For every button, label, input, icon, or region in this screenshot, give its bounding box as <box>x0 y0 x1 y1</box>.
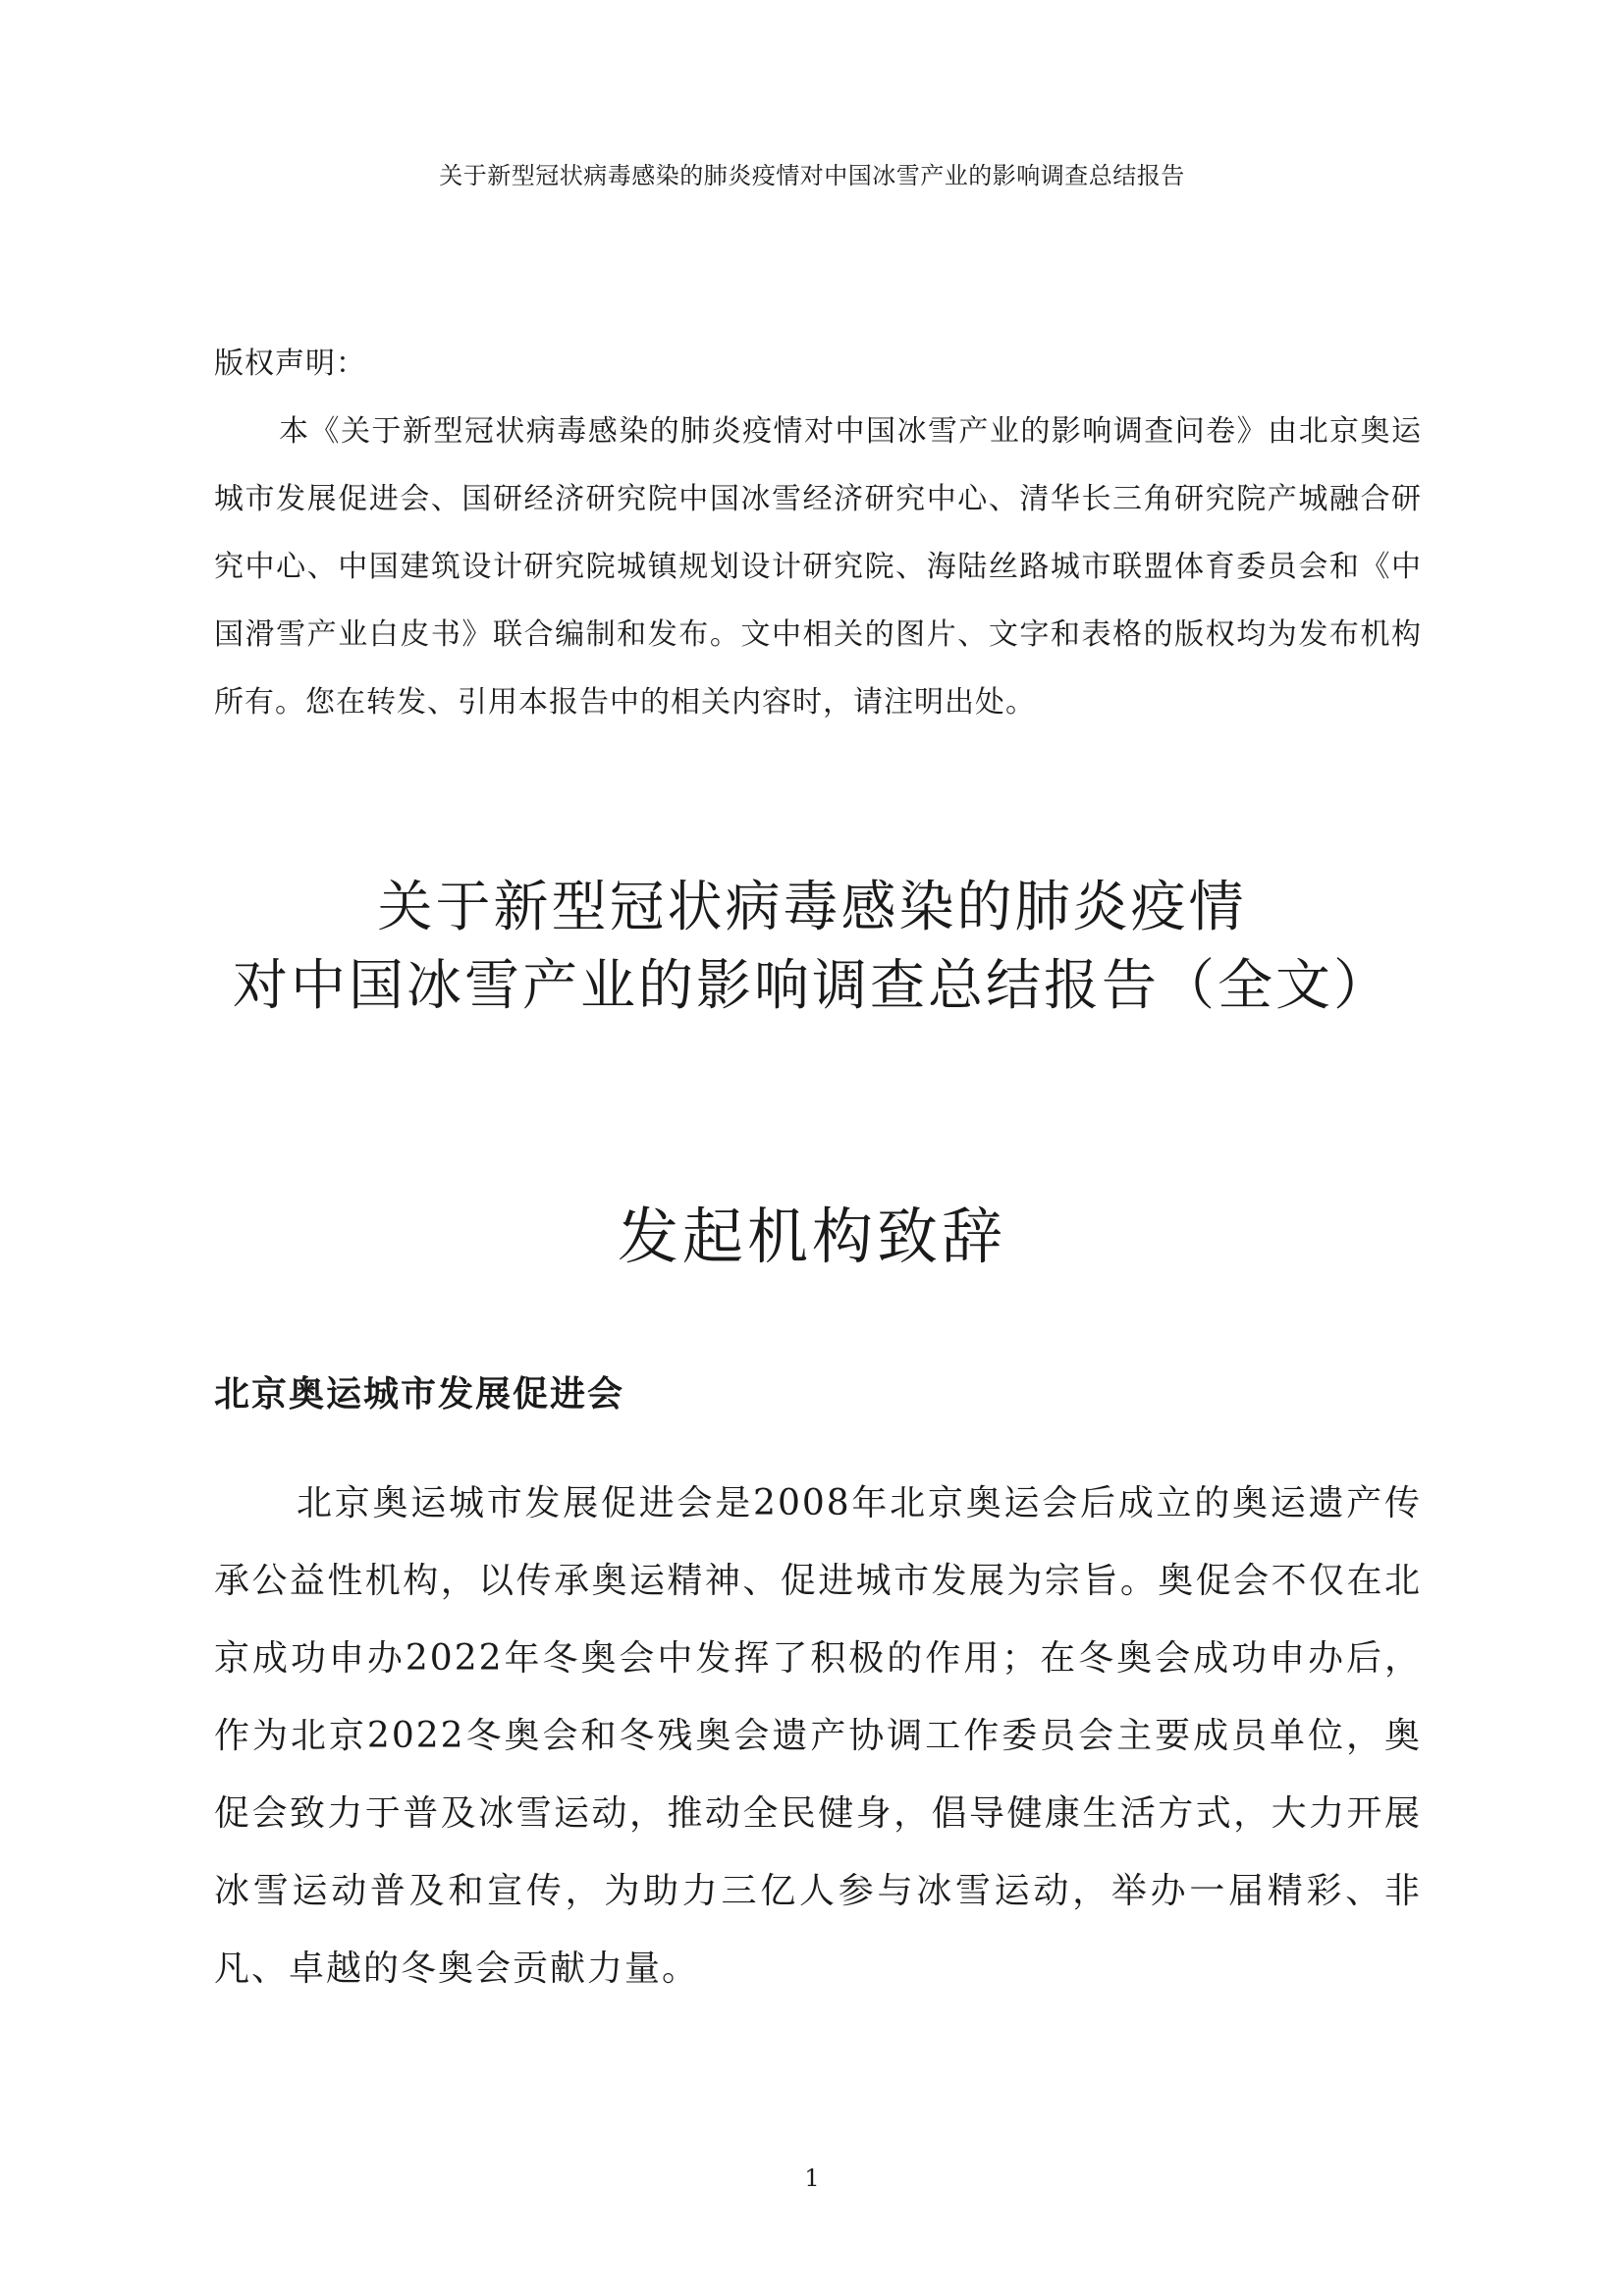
copyright-notice <box>214 330 1422 736</box>
copyright-body: 本《关于新型冠状病毒感染的肺炎疫情对中国冰雪产业的影响调查问卷》由北京奥运城市发展促进会、国研经济研究院中国冰雪经济研究中心、清华长三角研究院产城融合研究中心、中国建筑设计研究院城镇规划设计研究院、海陆丝路城市联盟体育委员会和《中国滑雪产业白皮书》联合编制和发布。文中相关的图片、文字和表格的版权均为发布机构所有。您在转发、引用本报告中的相关内容时，请注明出处。 <box>214 414 1422 720</box>
report-title <box>0 869 1624 1026</box>
section-title: 发起机构致辞 <box>617 1201 1006 1272</box>
report-title-line-1: 关于新型冠状病毒感染的肺炎疫情 <box>377 876 1247 939</box>
organization-description: 北京奥运城市发展促进会是2008年北京奥运会后成立的奥运遗产传承公益性机构，以传承奥运精神、促进城市发展为宗旨。奥促会不仅在北京成功申办2022年冬奥会中发挥了积极的作用；在冬奥会成功申办后，作为北京2022冬奥会和冬残奥会遗产协调工作委员会主要成员单位，奥促会致力于普及冰雪运动，推动全民健身，倡导健康生活方式，大力开展冰雪运动普及和宣传，为助力三亿人参与冰雪运动，举办一届精彩、非凡、卓越的冬奥会贡献力量。 <box>214 1483 1422 1989</box>
report-title-line-2: 对中国冰雪产业的影响调查总结报告（全文） <box>233 954 1391 1018</box>
organization-heading: 北京奥运城市发展促进会 <box>214 1373 625 1415</box>
copyright-label: 版权声明： <box>214 347 366 381</box>
running-header: 关于新型冠状病毒感染的肺炎疫情对中国冰雪产业的影响调查总结报告 <box>439 162 1185 189</box>
page-number: 1 <box>804 2164 820 2192</box>
